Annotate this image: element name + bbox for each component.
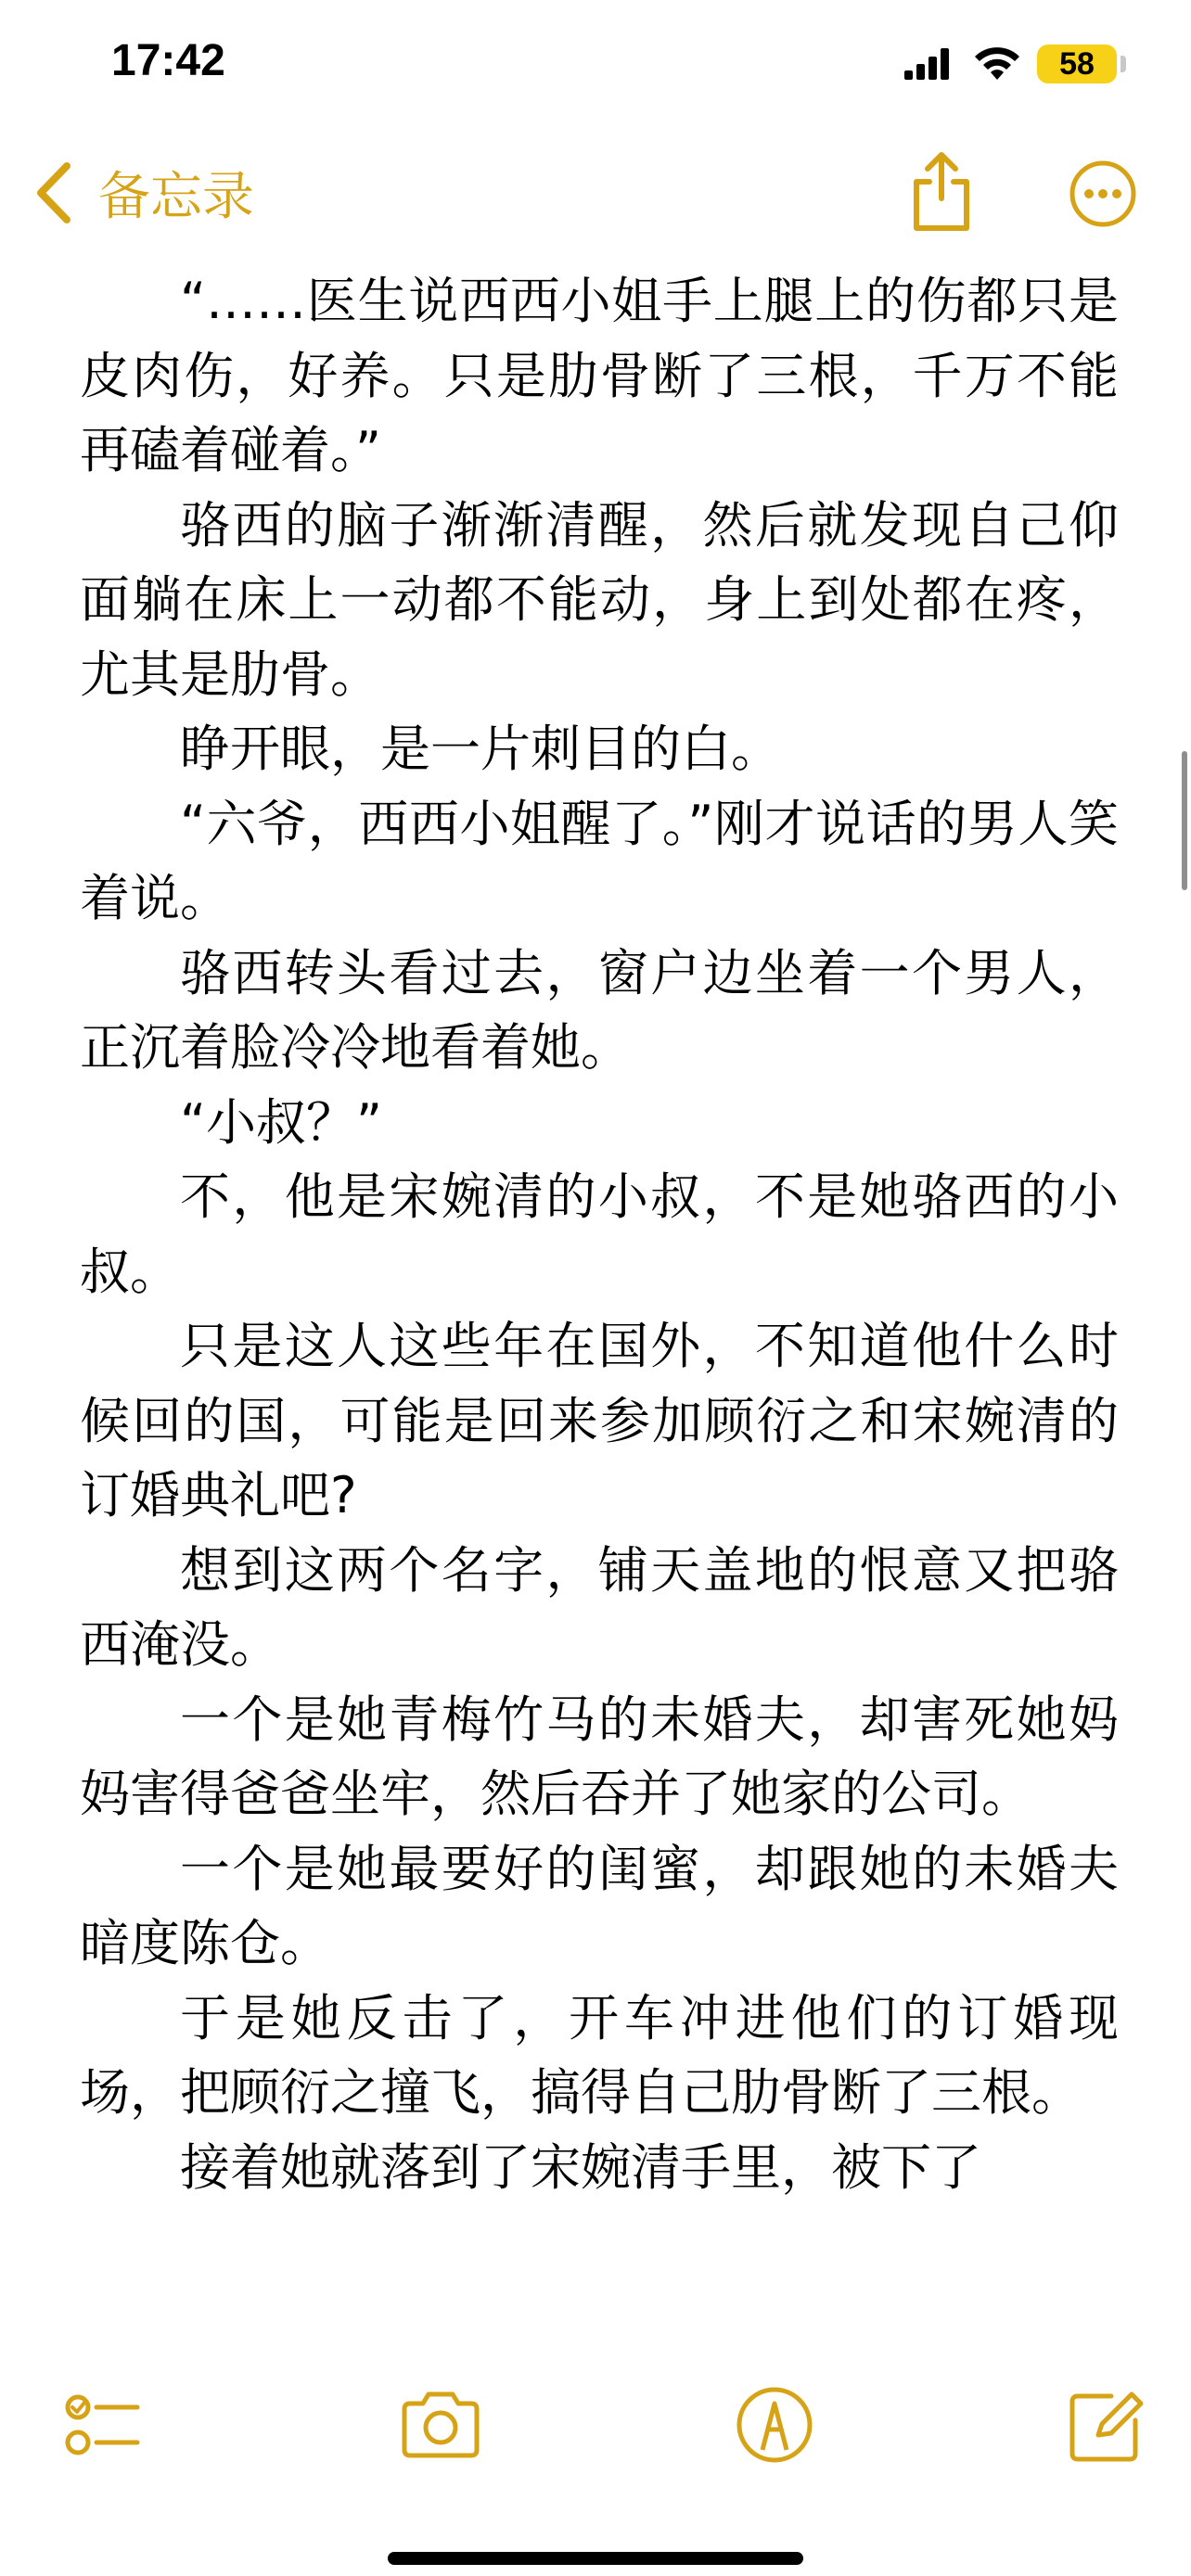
back-label: 备忘录	[98, 167, 254, 227]
status-bar	[0, 0, 1191, 130]
note-paragraph: 一个是她青梅竹马的未婚夫，却害死她妈妈害得爸爸坐牢，然后吞并了她家的公司。	[80, 1690, 1119, 1823]
back-button[interactable]	[33, 156, 254, 230]
more-icon[interactable]	[1069, 159, 1137, 228]
note-paragraph: “……医生说西西小姐手上腿上的伤都只是皮肉伤，好养。只是肋骨断了三根，千万不能再磕着碰着。”	[80, 272, 1119, 479]
battery-nub	[1121, 56, 1126, 72]
note-paragraph: 骆西转头看过去，窗户边坐着一个男人，正沉着脸冷冷地看着她。	[80, 943, 1119, 1077]
camera-icon[interactable]	[399, 2383, 482, 2467]
battery-indicator: 58	[1037, 45, 1117, 83]
compose-icon[interactable]	[1065, 2383, 1148, 2467]
wifi-icon	[972, 45, 1022, 82]
note-paragraph: “小叔？”	[180, 1092, 382, 1152]
note-paragraph: 只是这人这些年在国外，不知道他什么时候回的国，可能是回来参加顾衍之和宋婉清的订婚典礼吧?	[80, 1317, 1119, 1524]
status-time: 17:42	[111, 36, 225, 85]
note-paragraph: 接着她就落到了宋婉清手里，被下了	[180, 2137, 981, 2197]
note-paragraph: 不，他是宋婉清的小叔，不是她骆西的小叔。	[80, 1167, 1119, 1301]
markup-pen-icon[interactable]	[733, 2383, 816, 2467]
note-paragraph: 想到这两个名字，铺天盖地的恨意又把骆西淹没。	[80, 1540, 1119, 1674]
share-icon[interactable]	[909, 150, 974, 234]
cellular-signal-icon	[904, 48, 951, 80]
scroll-indicator[interactable]	[1182, 751, 1187, 890]
note-paragraph: 睁开眼，是一片刺目的白。	[180, 720, 781, 778]
note-paragraph: 骆西的脑子渐渐清醒，然后就发现自己仰面躺在床上一动都不能动，身上到处都在疼，尤其是肋骨。	[80, 495, 1119, 704]
home-indicator[interactable]	[388, 2552, 803, 2565]
note-body[interactable]	[80, 264, 1119, 2360]
note-paragraph: “六爷，西西小姐醒了。”刚才说话的男人笑着说。	[80, 794, 1119, 927]
note-paragraph: 于是她反击了，开车冲进他们的订婚现场，把顾衍之撞飞，搞得自己肋骨断了三根。	[80, 1988, 1119, 2122]
chevron-left-icon	[33, 160, 74, 225]
bottom-toolbar	[0, 2374, 1191, 2485]
nav-bar	[0, 139, 1191, 250]
note-paragraph: 一个是她最要好的闺蜜，却跟她的未婚夫暗度陈仓。	[80, 1839, 1119, 1972]
checklist-icon[interactable]	[58, 2383, 141, 2467]
